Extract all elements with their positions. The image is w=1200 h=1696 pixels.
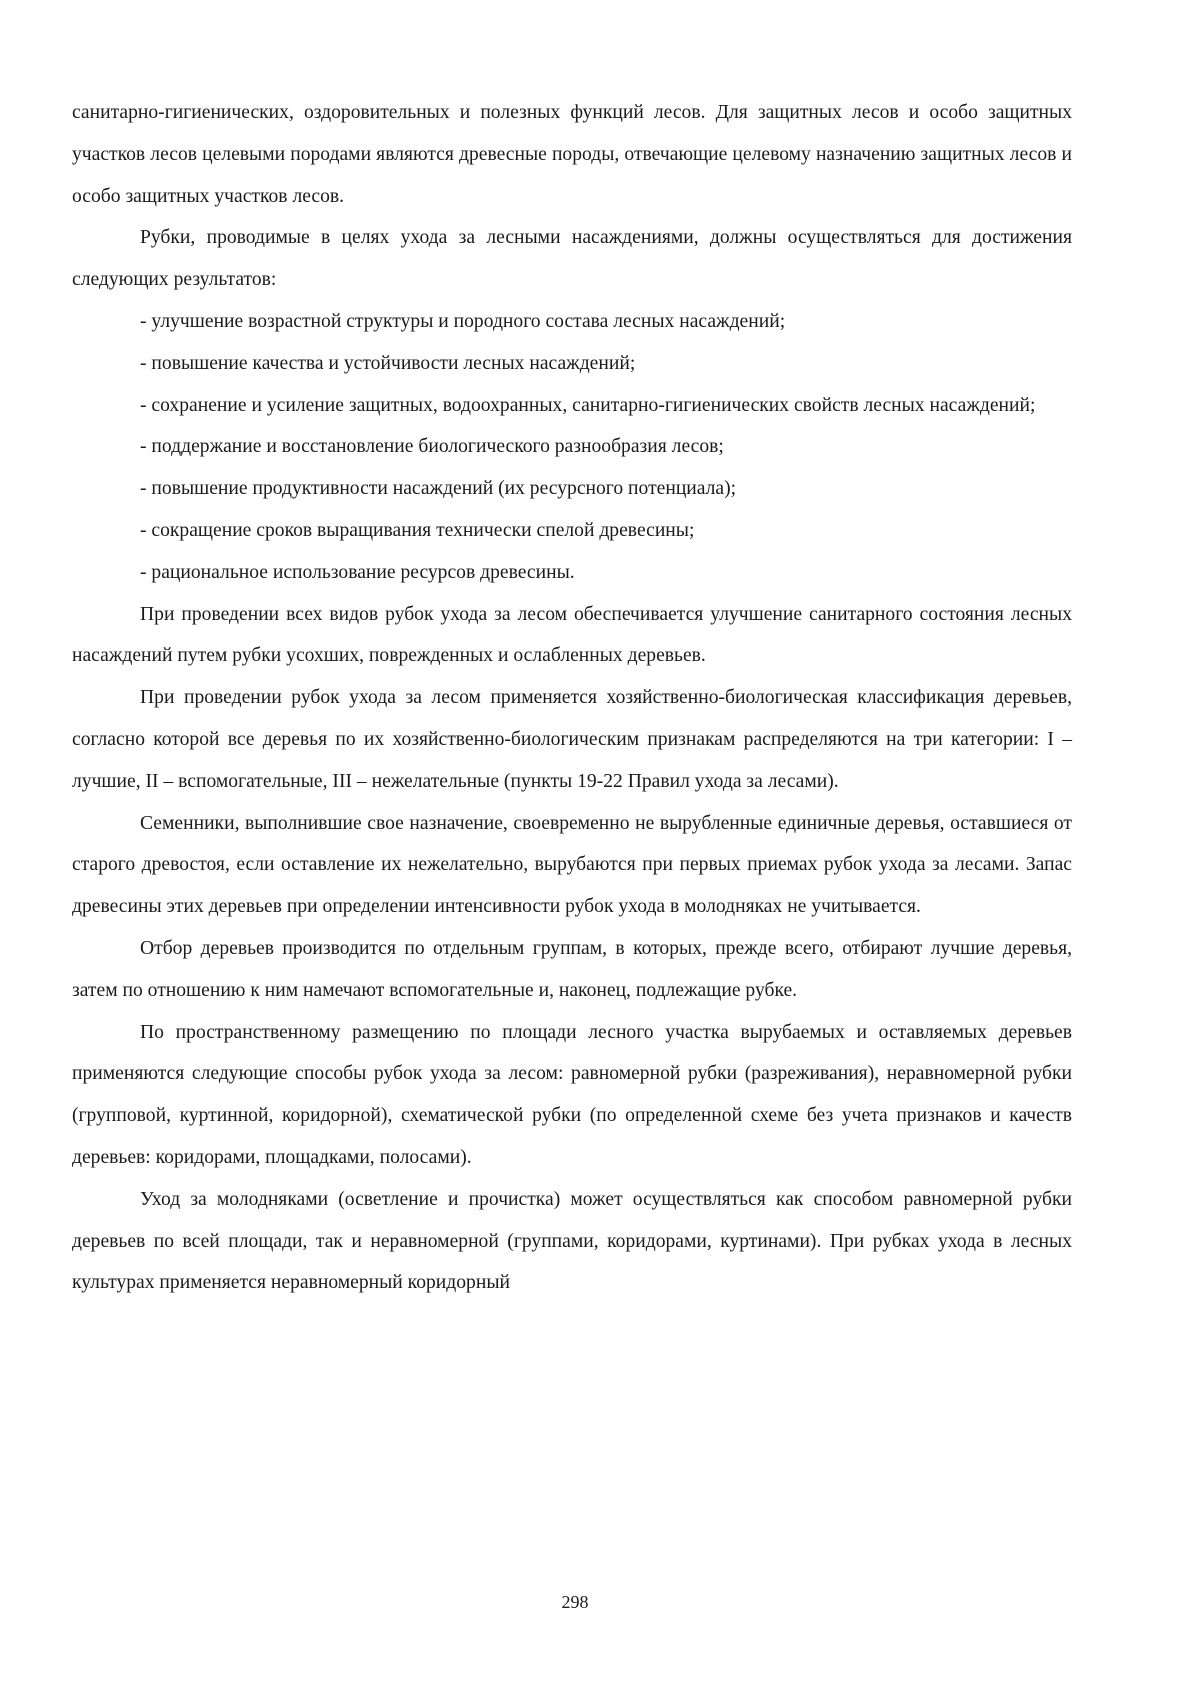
paragraph-classification: При проведении рубок ухода за лесом применяется хозяйственно-биологическая классификация деревьев, согласно которой все деревья по их хозяйственно-биологическим признакам распределяются на три категории: I – лучшие, II – вспомогательные, III – нежелательные (пункты 19-22 Правил ухода за лесами). [72, 687, 1072, 792]
paragraph-continuation: санитарно-гигиенических, оздоровительных и полезных функций лесов. Для защитных лесов и особо защитных участков лесов целевыми породами являются древесные породы, отвечающие целевому назначению защитных лесов и особо защитных участков лесов. [72, 102, 1072, 207]
list-item-biodiversity: - поддержание и восстановление биологического разнообразия лесов; [140, 436, 724, 458]
list-item-protective-properties: - сохранение и усиление защитных, водоохранных, санитарно-гигиенических свойств лесных насаждений; [140, 394, 1036, 416]
body-text [72, 92, 1072, 1304]
list-item-productivity: - повышение продуктивности насаждений (их ресурсного потенциала); [140, 478, 737, 500]
paragraph-spatial-methods: По пространственному размещению по площади лесного участка вырубаемых и оставляемых деревьев применяются следующие способы рубок ухода за лесом: равномерной рубки (разреживания), неравномерной рубки (групповой, куртинной, коридорной), схематической рубки (по определенной схеме без учета признаков и качеств деревьев: коридорами, площадками, полосами). [72, 1021, 1072, 1168]
list-item-rational-use: - рациональное использование ресурсов древесины. [140, 561, 575, 583]
page-number: 298 [561, 1592, 589, 1612]
list-item-quality: - повышение качества и устойчивости лесных насаждений; [140, 352, 636, 374]
list-item-growth-period: - сокращение сроков выращивания технически спелой древесины; [140, 519, 695, 541]
paragraph-goals-intro: Рубки, проводимые в целях ухода за лесными насаждениями, должны осуществляться для достижения следующих результатов: [72, 227, 1072, 291]
paragraph-tree-selection: Отбор деревьев производится по отдельным группам, в которых, прежде всего, отбирают лучшие деревья, затем по отношению к ним намечают вспомогательные и, наконец, подлежащие рубке. [72, 937, 1072, 1001]
paragraph-sanitary-state: При проведении всех видов рубок ухода за лесом обеспечивается улучшение санитарного состояния лесных насаждений путем рубки усохших, поврежденных и ослабленных деревьев. [72, 603, 1072, 667]
list-item-age-structure: - улучшение возрастной структуры и породного состава лесных насаждений; [140, 310, 786, 332]
paragraph-young-stands: Уход за молодняками (осветление и прочистка) может осуществляться как способом равномерной рубки деревьев по всей площади, так и неравномерной (группами, коридорами, куртинами). При рубках ухода в лесных культурах применяется неравномерный коридорный [72, 1188, 1072, 1294]
paragraph-seed-trees: Семенники, выполнившие свое назначение, своевременно не вырубленные единичные деревья, оставшиеся от старого древостоя, если оставление их нежелательно, вырубаются при первых приемах рубок ухода за лесами. Запас древесины этих деревьев при определении интенсивности рубок ухода в молодняках не учитывается. [72, 812, 1072, 918]
